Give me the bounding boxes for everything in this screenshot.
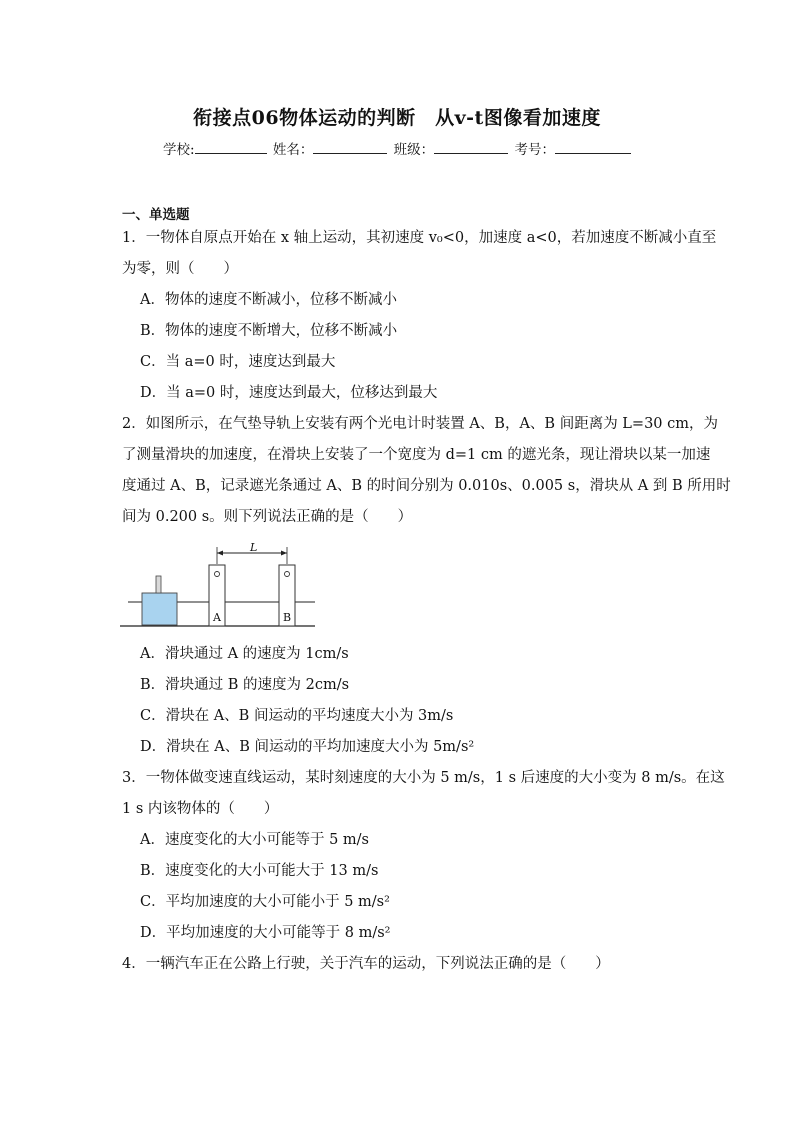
question-3-line-1: 3．一物体做变速直线运动，某时刻速度的大小为 5 m/s，1 s 后速度的大小变为 8 m/s。在这: [122, 770, 725, 786]
question-3-option-a[interactable]: A．速度变化的大小可能等于 5 m/s: [140, 832, 369, 848]
question-3-option-c[interactable]: C．平均加速度的大小可能小于 5 m/s²: [140, 894, 390, 910]
question-2-line-1: 2．如图所示，在气垫导轨上安装有两个光电计时装置 A、B，A、B 间距离为 L=30 cm，为: [122, 416, 719, 432]
question-2-line-2: 了测量滑块的加速度，在滑块上安装了一个宽度为 d=1 cm 的遮光条，现让滑块以某一加速: [122, 447, 711, 463]
question-2-option-d[interactable]: D．滑块在 A、B 间运动的平均加速度大小为 5m/s²: [140, 739, 475, 755]
section-heading: 一、单选题: [122, 207, 190, 223]
class-blank[interactable]: [434, 139, 508, 154]
question-1-option-a[interactable]: A．物体的速度不断减小，位移不断减小: [140, 292, 397, 308]
name-label: 姓名：: [272, 142, 314, 158]
page-title: 衔接点06物体运动的判断 从v-t图像看加速度: [193, 107, 601, 129]
gate-b-label: B: [283, 611, 292, 624]
question-1-line-1: 1．一物体自原点开始在 x 轴上运动，其初速度 v₀<0，加速度 a<0，若加速度不断减小直至: [122, 230, 717, 246]
air-track-diagram: [120, 540, 320, 632]
question-1-option-d[interactable]: D．当 a=0 时，速度达到最大，位移达到最大: [140, 385, 438, 401]
question-3-option-b[interactable]: B．速度变化的大小可能大于 13 m/s: [140, 863, 379, 879]
question-1-line-2: 为零，则（ ）: [122, 261, 238, 277]
question-1-option-b[interactable]: B．物体的速度不断增大，位移不断减小: [140, 323, 398, 339]
question-3-option-d[interactable]: D．平均加速度的大小可能等于 8 m/s²: [140, 925, 391, 941]
student-info-row: [0, 138, 794, 158]
school-label: 学校:: [163, 142, 195, 158]
question-3-line-2: 1 s 内该物体的（ ）: [122, 801, 279, 817]
exam-no-label: 考号：: [514, 142, 555, 158]
length-arrow-right-head: [281, 551, 287, 556]
shading-strip: [156, 576, 161, 593]
question-4-line-1: 4．一辆汽车正在公路上行驶，关于汽车的运动，下列说法正确的是（ ）: [122, 956, 610, 972]
length-label: L: [250, 541, 258, 554]
question-2-line-3: 度通过 A、B，记录遮光条通过 A、B 的时间分别为 0.010s、0.005 s，滑块从 A 到 B 所用时: [122, 478, 731, 494]
question-2-option-a[interactable]: A．滑块通过 A 的速度为 1cm/s: [140, 646, 349, 662]
exam-no-blank[interactable]: [555, 139, 631, 154]
school-blank[interactable]: [195, 139, 267, 154]
slider-block: [142, 593, 177, 625]
gate-a-label: A: [213, 611, 221, 624]
question-2-line-4: 间为 0.200 s。则下列说法正确的是（ ）: [122, 509, 413, 525]
class-label: 班级：: [393, 142, 435, 158]
question-1-option-c[interactable]: C．当 a=0 时，速度达到最大: [140, 354, 336, 370]
question-2-option-c[interactable]: C．滑块在 A、B 间运动的平均速度大小为 3m/s: [140, 708, 454, 724]
length-arrow-left-head: [217, 551, 223, 556]
name-blank[interactable]: [313, 139, 387, 154]
question-2-option-b[interactable]: B．滑块通过 B 的速度为 2cm/s: [140, 677, 350, 693]
